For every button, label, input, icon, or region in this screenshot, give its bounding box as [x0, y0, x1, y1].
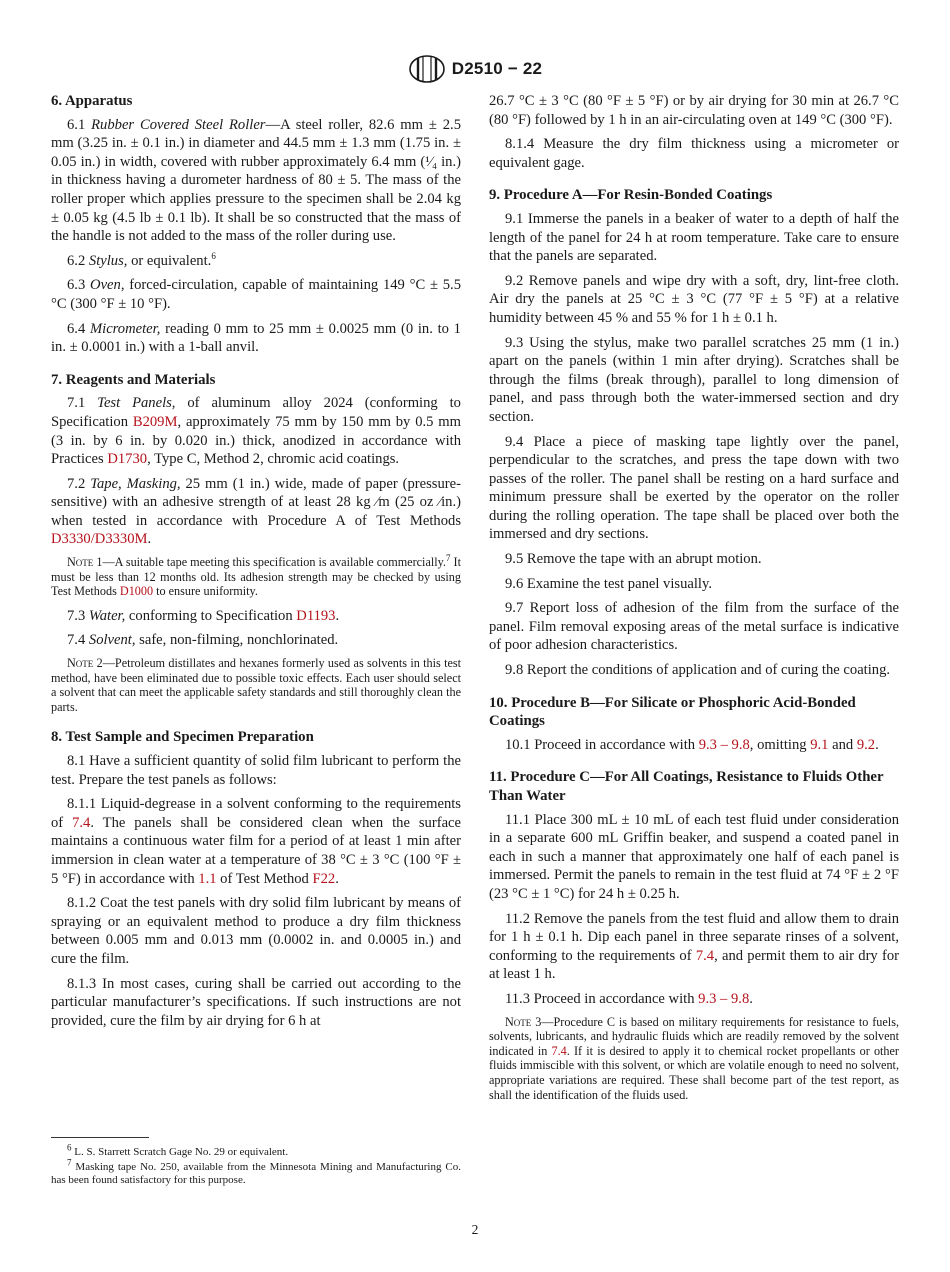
paragraph-9-4: 9.4 Place a piece of masking tape lightly over the panel, perpendicular to the scratches, and press the tape down with two passes of the roller. The panel shall be resting on a hard surface and minimum pressure shall be exerted by the operator on the roller during the rolling operation. The tape shall be placed over both the immersed and dry sections.: [489, 433, 899, 543]
ref-link-9-3-9-8[interactable]: 9.3 – 9.8: [698, 736, 750, 753]
paragraph-9-3: 9.3 Using the stylus, make two parallel scratches 25 mm (1 in.) apart on the panels (within 1 min after drying). Scratches shall be through the films (break through), parallel to long dimension of panel, and pass through both the water-immersed section and dry section.: [489, 334, 899, 425]
paragraph-11-3: 11.3 Proceed in accordance with 9.3 – 9.8.: [505, 990, 753, 1007]
paragraph-6-3: 6.3 Oven, forced-circulation, capable of maintaining 149 °C ± 5.5 °C (300 °F ± 10 °F).: [51, 277, 461, 312]
paragraph-8-1-4: 8.1.4 Measure the dry film thickness using a micrometer or equivalent gage.: [489, 136, 899, 171]
paragraph-8-1-3: 8.1.3 In most cases, curing shall be carried out according to the particular manufacturer’s specifications. If such instructions are not provided, cure the film by air drying for 6 h at: [51, 975, 461, 1029]
ref-link-b209m[interactable]: B209M: [132, 413, 178, 430]
ref-link-9-1[interactable]: 9.1: [810, 736, 829, 753]
paragraph-11-1: 11.1 Place 300 mL ± 10 mL of each test fluid under consideration in a separate 600 mL Griffin beaker, and suspend a coated panel in each in such a manner that approximately one half of each panel is immersed. Permit the panels to remain in the test fluid at 74 °F ± 2 °F (23 °C ± 1 °C) for 24 h ± 0.25 h.: [489, 811, 899, 902]
paragraph-7-1: 7.1 Test Panels, of aluminum alloy 2024 (conforming to Specification B209M, approximately 75 mm by 150 mm by 0.5 mm (3 in. by 6 in. by 0.020 in.) thick, anodized in accordance with Practices D1730, Type C, Method 2, chromic acid coatings.: [51, 395, 461, 468]
paragraph-7-3: 7.3 Water, conforming to Specification D1193.: [67, 607, 340, 624]
ref-link-7-4[interactable]: 7.4: [695, 947, 715, 964]
ref-link-7-4[interactable]: 7.4: [551, 1043, 567, 1058]
footnote-ref-7: 7: [445, 553, 451, 563]
ref-link-1-1[interactable]: 1.1: [198, 870, 217, 887]
right-column: [489, 92, 899, 1110]
paragraph-6-2: 6.2 Stylus, or equivalent.$^6$: [67, 250, 216, 269]
note-3: Note 3—Procedure C is based on military requirements for resistance to fuels, solvents, lubricants, and hydraulic fluids which are readily removed by the solvent indicated in 7.4. If it is desired to apply it to chemical rocket propellants or other fluids immiscible with this solvent, or which are volatile enough to need no solvent, appropriate variations are required. These shall become part of the test report, as shall the identification of the fluids used.: [489, 1014, 899, 1102]
ref-link-9-3-9-8[interactable]: 9.3 – 9.8: [698, 990, 750, 1007]
section-8-heading: 8. Test Sample and Specimen Preparation: [51, 729, 314, 746]
document-designation: D2510 − 22: [451, 59, 543, 78]
paragraph-7-2: 7.2 Tape, Masking, 25 mm (1 in.) wide, made of paper (pressure-sensitive) with an adhesive strength of at least 28 kg ⁄m (25 oz ⁄in.) when tested in accordance with Procedure A of Test Methods D3330/D3330M.: [51, 475, 461, 548]
ref-link-d1193[interactable]: D1193: [296, 607, 336, 624]
footnote-ref-6: 6: [211, 250, 216, 261]
footnote-7: $^7$ Masking tape No. 250, available from the Minnesota Mining and Manufacturing Co. has been found satisfactory for this purpose.: [51, 1156, 461, 1187]
paragraph-8-1: 8.1 Have a sufficient quantity of solid film lubricant to perform the test. Prepare the test panels as follows:: [51, 753, 461, 788]
paragraph-6-4: 6.4 Micrometer, reading 0 mm to 25 mm ± 0.0025 mm (0 in. to 1 in. ± 0.0001 in.) with a 1-ball anvil.: [51, 320, 461, 356]
section-7-heading: 7. Reagents and Materials: [51, 371, 216, 388]
paragraph-10-1: 10.1 Proceed in accordance with 9.3 – 9.8, omitting 9.1 and 9.2.: [505, 736, 879, 753]
paragraph-9-1: 9.1 Immerse the panels in a beaker of water to a depth of half the length of the panel for 24 h at room temperature. Take care to ensure that the panels are separated.: [489, 210, 899, 265]
ref-link-d1730[interactable]: D1730: [107, 451, 148, 468]
note-2: Note 2—Petroleum distillates and hexanes formerly used as solvents in this test method, have been eliminated due to possible toxic effects. Each user should select a solvent that can meet the applicable safety standards and still thoroughly clean the parts.: [51, 656, 461, 714]
paragraph-8-1-3-continued: 26.7 °C ± 3 °C (80 °F ± 5 °F) or by air drying for 30 min at 26.7 °C (80 °F) followed by 1 h in an air-circulating oven at 149 °C (300 °F).: [489, 93, 899, 128]
section-9-heading: 9. Procedure A—For Resin-Bonded Coatings: [489, 187, 773, 204]
paragraph-9-7: 9.7 Report loss of adhesion of the film from the surface of the panel. Film removal exposing areas of the metal surface is indicative of poor adhesion characteristics.: [489, 600, 899, 654]
paragraph-6-1: 6.1 Rubber Covered Steel Roller—A steel roller, 82.6 mm ± 2.5 mm (3.25 in. ± 0.1 in.) in diameter and 44.5 mm ± 1.3 mm (1.75 in. ± 0.05 in.) in width, covered with rubber approximately 6.4 mm (¹⁄₄ in.) in thickness having a durometer hardness of 80 ± 5. The mass of the roller proper which applies pressure to the specimen shall be 2.04 kg ± 0.05 kg (4.5 lb ± 0.1 lb). It shall be so constructed that the mass of the handle is not added to the mass of the roller during use.: [51, 116, 461, 245]
paragraph-9-2: 9.2 Remove panels and wipe dry with a soft, dry, lint-free cloth. Air dry the panels at 25 °C ± 3 °C (77 °F ± 5 °F) at a relative humidity between 45 % and 55 % for 1 h ± 0.1 h.: [489, 272, 899, 326]
footnote-divider: [51, 1137, 149, 1138]
footnotes: [51, 1142, 461, 1189]
paragraph-9-8: 9.8 Report the conditions of application and of curing the coating.: [505, 662, 891, 679]
ref-link-d1000[interactable]: D1000: [119, 584, 154, 599]
paragraph-7-4: 7.4 Solvent, safe, non-filming, nonchlorinated.: [67, 632, 339, 649]
section-6-heading: 6. Apparatus: [51, 93, 133, 109]
paragraph-11-2: 11.2 Remove the panels from the test fluid and allow them to drain for 1 h ± 0.1 h. Dip each panel in three separate rinses of a solvent, conforming to the requirements of 7.4, and permit them to air dry for at least 1 h.: [489, 910, 899, 983]
section-11-heading: 11. Procedure C—For All Coatings, Resistance to Fluids Other Than Water: [489, 769, 884, 804]
footnote-6: $^6$ L. S. Starrett Scratch Gage No. 29 or equivalent.: [67, 1142, 289, 1158]
ref-link-9-2[interactable]: 9.2: [856, 736, 876, 753]
note-1: Note 1—A suitable tape meeting this specification is available commercially.$^7$ It must be less than 12 months old. Its adhesion strength may be checked by using Test Methods D1000 to ensure uniformity.: [51, 553, 461, 599]
astm-logo-icon: [408, 54, 446, 84]
paragraph-8-1-1: 8.1.1 Liquid-degrease in a solvent conforming to the requirements of 7.4. The panels shall be considered clean when the surface maintains a continuous water film for a period of at least 1 min after immersion in clean water at a temperature of 38 °C ± 3 °C (100 °F ± 5 °F) in accordance with 1.1 of Test Method F22.: [51, 796, 461, 887]
section-10-heading: 10. Procedure B—For Silicate or Phosphoric Acid-Bonded Coatings: [489, 694, 856, 730]
page-number: 2: [471, 1222, 479, 1237]
ref-link-f22[interactable]: F22: [312, 870, 336, 887]
paragraph-8-1-2: 8.1.2 Coat the test panels with dry solid film lubricant by means of spraying or an equivalent method to produce a dry film thickness between 0.005 mm and 0.013 mm (0.0002 in. and 0.0005 in.) and cure the film.: [51, 895, 461, 967]
ref-link-7-4[interactable]: 7.4: [72, 814, 91, 831]
left-column: [51, 92, 461, 1036]
ref-link-d3330[interactable]: D3330/D3330M: [51, 531, 148, 548]
paragraph-9-6: 9.6 Examine the test panel visually.: [505, 575, 712, 592]
paragraph-9-5: 9.5 Remove the tape with an abrupt motion.: [505, 551, 762, 568]
page-header: [0, 54, 950, 84]
